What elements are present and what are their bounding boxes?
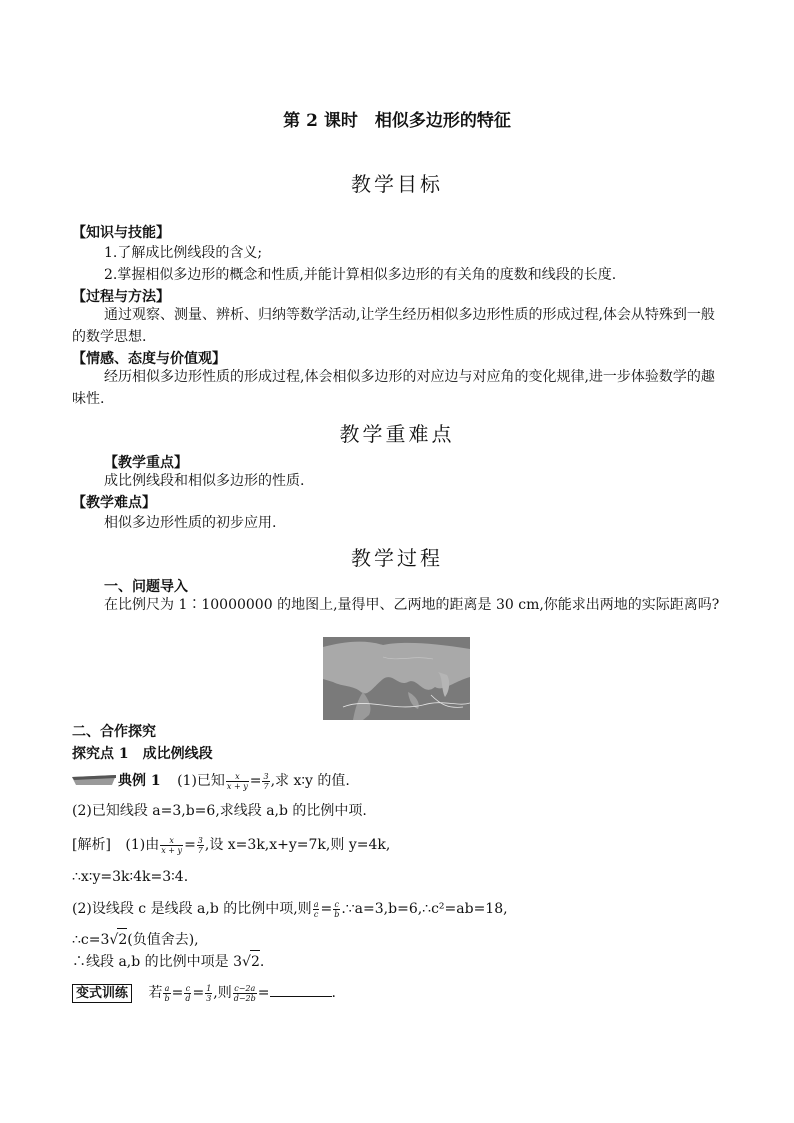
fraction-denominator: 7 xyxy=(263,781,269,791)
variant-prefix: 若 xyxy=(148,985,163,1001)
answer-blank[interactable] xyxy=(270,984,332,997)
section-key-points: 教学重难点 xyxy=(339,422,455,446)
example-banner-icon xyxy=(72,775,116,785)
fraction-denominator: 7 xyxy=(197,845,203,855)
section-process: 教学过程 xyxy=(351,546,443,570)
part2-heading: 二、合作探究 xyxy=(72,724,156,740)
fraction-a-over-c xyxy=(313,900,320,919)
analysis-3-suffix: .∵a=3,b=6,∴c²=ab=18, xyxy=(341,901,508,917)
analysis-5-suffix: . xyxy=(259,954,265,970)
fraction-numerator: a xyxy=(164,983,170,993)
difficulty-text: 相似多边形性质的初步应用. xyxy=(104,515,277,531)
fraction-numerator: x xyxy=(226,772,249,782)
variant-line: 变式训练 若 $\frac{a}{b}$ = $\frac{c}{d}$ = $\frac{1}{3}$ ,则 $\frac{c-2a}{d-2b}$ = . xyxy=(72,982,336,1005)
focus-text: 成比例线段和相似多边形的性质. xyxy=(104,473,305,489)
analysis-3-prefix: (2)设线段 c 是线段 a,b 的比例中项,则 xyxy=(72,901,312,917)
fraction-3-7 xyxy=(197,836,204,855)
analysis-line-5 xyxy=(72,950,264,973)
fraction-numerator: a xyxy=(313,899,319,909)
fraction-denominator: d−2b xyxy=(233,993,256,1003)
sqrt-symbol: √ xyxy=(109,932,119,948)
part1-heading: 一、问题导入 xyxy=(104,579,188,595)
map-image xyxy=(323,637,470,720)
fraction-denominator: x + y xyxy=(226,781,248,791)
fraction-denominator: b xyxy=(164,993,170,1003)
difficulty-label: 【教学难点】 xyxy=(72,495,156,511)
sqrt-radicand: 2 xyxy=(117,928,127,951)
sqrt-symbol: √ xyxy=(242,954,251,970)
example-q1-prefix: (1)已知 xyxy=(177,773,225,789)
fraction-c-over-b xyxy=(333,900,340,919)
example-label: 典例 1 xyxy=(118,773,161,789)
lesson-title: 第 2 课时 相似多边形的特征 xyxy=(283,111,511,131)
example-q1: 典例 1 (1)已知 $\frac{x}{x + y}$ = $\frac{3}{7}$ ,求 x∶y 的值. xyxy=(118,771,350,791)
focus-label: 【教学重点】 xyxy=(104,455,188,471)
fraction-numerator: c−2a xyxy=(234,983,256,993)
variant-label: 变式训练 xyxy=(72,984,132,1003)
part1-text: 在比例尺为 1∶10000000 的地图上,量得甲、乙两地的距离是 30 cm,你能求出两地的实际距离吗? xyxy=(104,597,720,613)
fraction-denominator: d xyxy=(185,993,191,1003)
fraction-denominator: x + y xyxy=(161,845,183,855)
fraction-numerator: 3 xyxy=(197,835,203,845)
analysis-1-prefix: (1)由 xyxy=(125,837,160,853)
variant-end: . xyxy=(331,985,336,1001)
emotion-label: 【情感、态度与价值观】 xyxy=(72,351,226,367)
emotion-text: 经历相似多边形性质的形成过程,体会相似多边形的对应边与对应角的变化规律,进一步体验数学的趣味性. xyxy=(72,369,715,407)
asia-map-icon xyxy=(323,637,470,720)
analysis-line-2: ∴x∶y=3k∶4k=3∶4. xyxy=(72,869,189,885)
fraction-c-2a-over-d-2b xyxy=(233,984,257,1003)
fraction-x-over-x-plus-y xyxy=(160,836,183,855)
fraction-denominator: 3 xyxy=(206,993,212,1003)
example-q2: (2)已知线段 a=3,b=6,求线段 a,b 的比例中项. xyxy=(72,803,367,819)
sqrt-radicand: 2 xyxy=(250,950,260,973)
knowledge-item-1: 1.了解成比例线段的含义; xyxy=(104,245,263,261)
analysis-line-4 xyxy=(72,928,199,951)
variant-equals: = xyxy=(257,985,270,1001)
process-label: 【过程与方法】 xyxy=(72,289,170,305)
analysis-1-suffix: ,设 x=3k,x+y=7k,则 y=4k, xyxy=(204,837,391,853)
example-q1-suffix: ,求 x∶y 的值. xyxy=(270,773,350,789)
variant-mid: ,则 xyxy=(213,985,232,1001)
fraction-c-over-d xyxy=(184,984,191,1003)
fraction-numerator: 3 xyxy=(263,771,269,781)
analysis-line-3: (2)设线段 c 是线段 a,b 的比例中项,则 $\frac{a}{c}$ = $\frac{c}{b}$ .∵a=3,b=6,∴c²=ab=18, xyxy=(72,899,508,919)
knowledge-item-2: 2.掌握相似多边形的概念和性质,并能计算相似多边形的有关角的度数和线段的长度. xyxy=(104,267,617,283)
fraction-x-over-x-plus-y xyxy=(226,772,249,791)
fraction-denominator: b xyxy=(334,909,340,919)
knowledge-label: 【知识与技能】 xyxy=(72,225,170,241)
fraction-1-3 xyxy=(205,984,212,1003)
process-text: 通过观察、测量、辨析、归纳等数学活动,让学生经历相似多边形性质的形成过程,体会从特殊到一般的数学思想. xyxy=(72,307,715,345)
fraction-numerator: c xyxy=(185,983,191,993)
explore-point: 探究点 1 成比例线段 xyxy=(72,746,213,762)
analysis-4-prefix: ∴c=3 xyxy=(72,932,110,948)
fraction-a-over-b xyxy=(163,984,170,1003)
fraction-3-7 xyxy=(262,772,269,791)
analysis-4-suffix: (负值舍去), xyxy=(127,932,199,948)
section-objectives: 教学目标 xyxy=(351,172,443,196)
fraction-numerator: 1 xyxy=(206,983,212,993)
fraction-numerator: c xyxy=(334,899,339,909)
fraction-numerator: x xyxy=(160,836,183,846)
fraction-denominator: c xyxy=(313,909,319,919)
analysis-label: [解析] xyxy=(72,837,111,853)
analysis-5-prefix: ∴线段 a,b 的比例中项是 3 xyxy=(72,954,243,970)
analysis-line-1: [解析] (1)由 $\frac{x}{x + y}$ = $\frac{3}{7}$ ,设 x=3k,x+y=7k,则 y=4k, xyxy=(72,835,391,855)
